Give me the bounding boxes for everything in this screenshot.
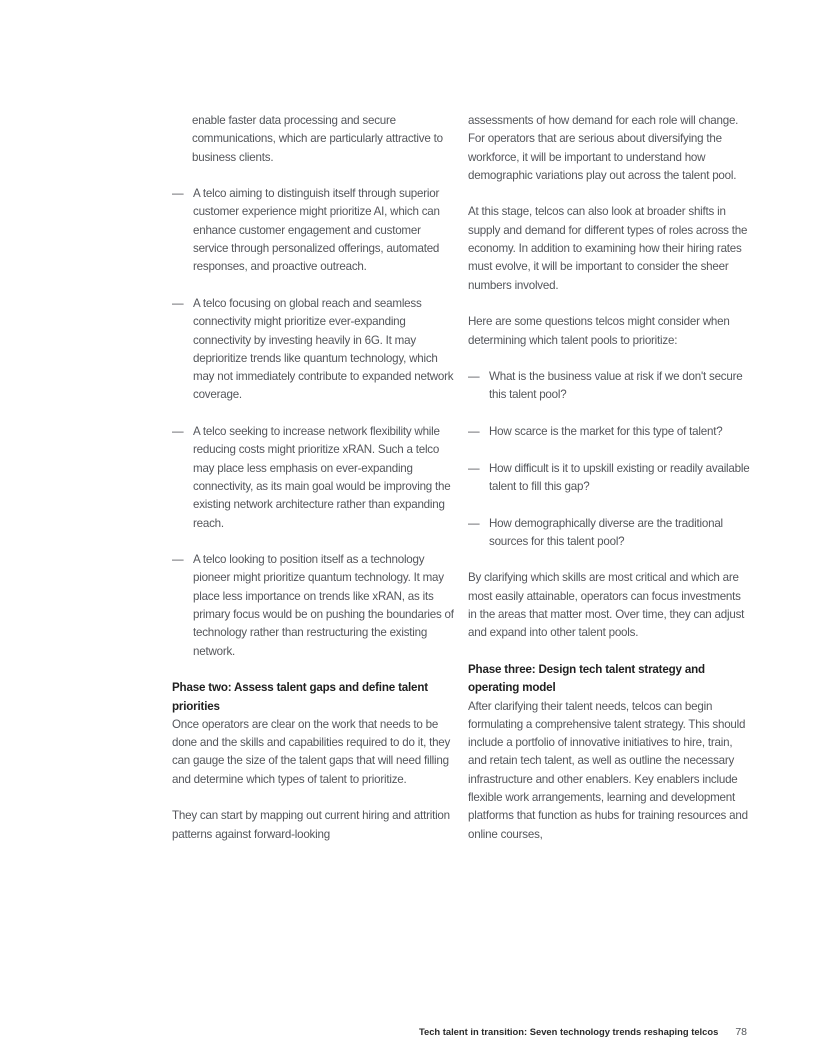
bullet-text: A telco focusing on global reach and seamless connectivity might prioritize ever-expanding connectivity by investing heavily in 6G. It may deprioritize trends like quantum technology, which may not immediately contribute to expanded network coverage. <box>193 296 454 402</box>
bullet-text: How difficult is it to upskill existing or readily available talent to fill this gap? <box>489 461 750 493</box>
paragraph: After clarifying their talent needs, telcos can begin formulating a comprehensive talent strategy. This should include a portfolio of innovative initiatives to hire, train, and retain tech talent, as well as outline the necessary infrastructure and other enablers. Key enablers include flexible work arrangements, learning and development platforms that function as hubs for training resources and online courses, <box>468 699 748 841</box>
paragraph: Once operators are clear on the work that needs to be done and the skills and capabilities required to do it, they can gauge the size of the talent gaps that will need filling and determine which types of talent to prioritize. <box>172 717 451 786</box>
bullet-text: How scarce is the market for this type of talent? <box>489 425 723 439</box>
bullet-dash: — <box>468 425 480 439</box>
paragraph: They can start by mapping out current hiring and attrition patterns against forward-looking <box>172 809 450 841</box>
section-heading-phase-three: Phase three: Design tech talent strategy and operating model <box>468 662 705 695</box>
paragraph: By clarifying which skills are most critical and which are most easily attainable, operators can focus investments in the areas that matter most. Over time, they can adjust and expand into other talent pools. <box>468 571 745 640</box>
bullet-dash: — <box>468 461 480 475</box>
bullet-dash: — <box>468 516 480 530</box>
bullet-text: A telco looking to position itself as a technology pioneer might prioritize quantum technology. It may place less importance on trends like xRAN, as its primary focus would be on pushing the boundaries of technology rather than restructuring the existing network. <box>193 553 454 658</box>
right-column <box>468 112 751 862</box>
bullet-dash: — <box>172 553 184 567</box>
bullet-text: A telco aiming to distinguish itself through superior customer experience might prioritize AI, which can enhance customer engagement and customer service through personalized offerings, automated responses, and proactive outreach. <box>193 187 440 274</box>
bullet-item <box>172 551 455 661</box>
paragraph: assessments of how demand for each role will change. For operators that are serious about diversifying the workforce, it will be important to understand how demographic variations play out across the talent pool. <box>468 114 739 182</box>
bullet-item <box>172 185 455 276</box>
bullet-dash: — <box>172 296 184 310</box>
bullet-item <box>172 295 455 405</box>
bullet-dash: — <box>172 187 184 201</box>
bullet-item <box>172 423 455 533</box>
bullet-text: What is the business value at risk if we don't secure this talent pool? <box>489 370 743 402</box>
paragraph: Here are some questions telcos might consider when determining which talent pools to prioritize: <box>468 315 730 347</box>
footer-page-number: 78 <box>735 1026 747 1038</box>
bullet-item-question <box>468 423 751 441</box>
bullet-text: How demographically diverse are the traditional sources for this talent pool? <box>489 516 723 548</box>
bullet-item-question <box>468 460 751 497</box>
page-footer <box>172 1026 747 1038</box>
paragraph: At this stage, telcos can also look at broader shifts in supply and demand for different types of roles across the economy. In addition to examining how their hiring rates must evolve, it will be important to consider the sheer numbers involved. <box>468 205 748 292</box>
paragraph-continuation: enable faster data processing and secure communications, which are particularly attractive to business clients. <box>192 114 443 164</box>
left-column <box>172 112 455 862</box>
bullet-item-question <box>468 515 751 552</box>
footer-document-title: Tech talent in transition: Seven technology trends reshaping telcos <box>418 1026 719 1037</box>
bullet-text: A telco seeking to increase network flexibility while reducing costs might prioritize xRAN. Such a telco may place less emphasis on ever-expanding connectivity, as its main goal would be improving the existing network architecture rather than expanding reach. <box>193 425 451 530</box>
section-heading-phase-two: Phase two: Assess talent gaps and define talent priorities <box>172 681 428 713</box>
bullet-item-question <box>468 368 751 405</box>
bullet-dash: — <box>172 425 184 439</box>
bullet-dash: — <box>468 370 480 384</box>
